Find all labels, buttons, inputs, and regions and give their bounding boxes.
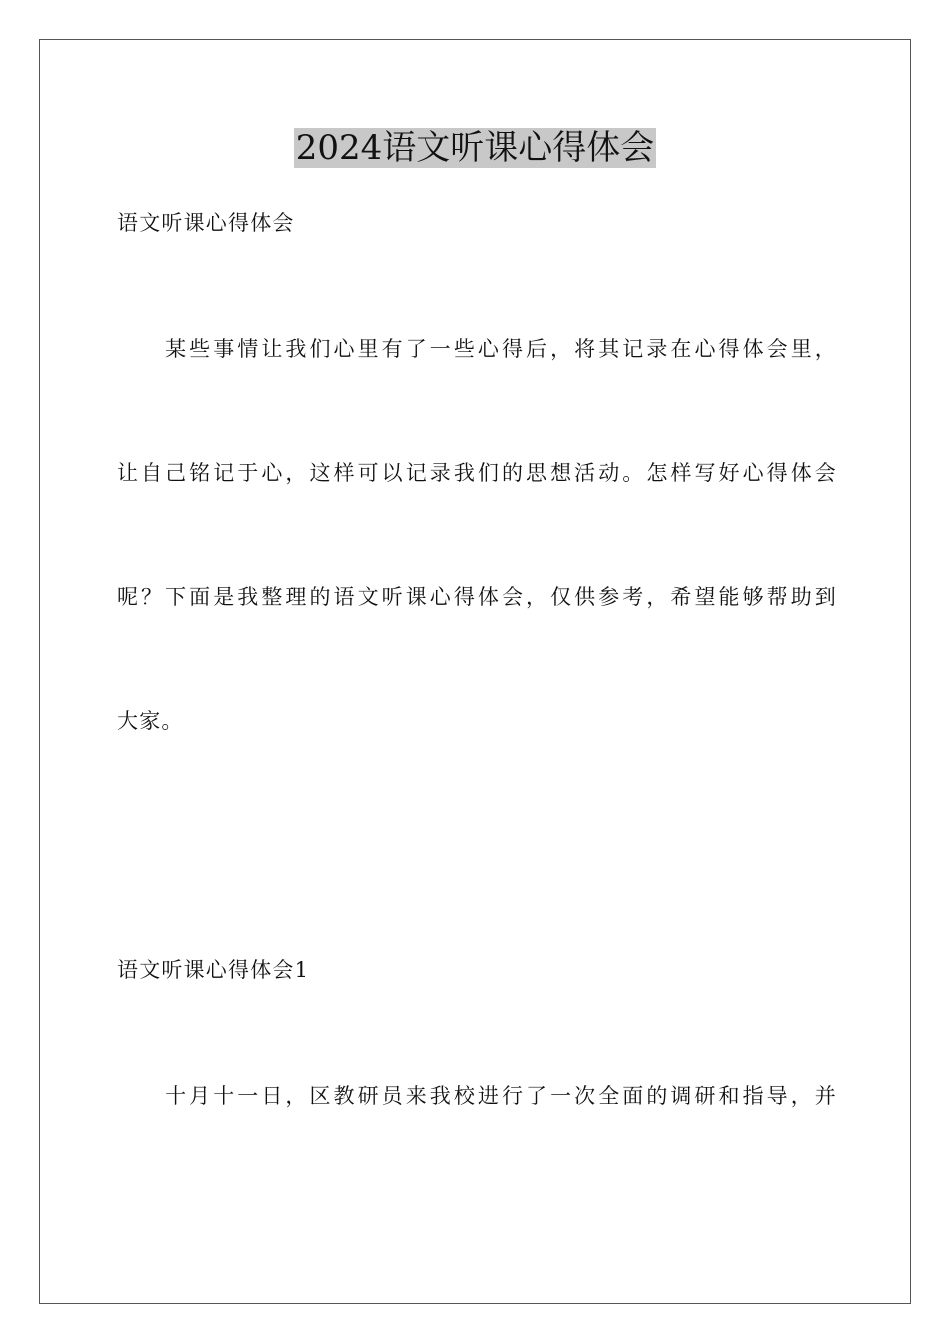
section-heading: 语文听课心得体会1 xyxy=(117,958,310,982)
intro-line-4: 大家。 xyxy=(117,709,184,733)
document-title xyxy=(0,128,950,168)
document-subtitle: 语文听课心得体会 xyxy=(117,211,295,235)
intro-line-3: 呢？下面是我整理的语文听课心得体会，仅供参考，希望能够帮助到 xyxy=(117,585,837,609)
section-line-1: 十月十一日，区教研员来我校进行了一次全面的调研和指导，并 xyxy=(117,1084,837,1108)
intro-line-2: 让自己铭记于心，这样可以记录我们的思想活动。怎样写好心得体会 xyxy=(117,461,837,485)
intro-line-1: 某些事情让我们心里有了一些心得后，将其记录在心得体会里， xyxy=(117,337,837,361)
document-title-text: 2024语文听课心得体会 xyxy=(295,128,655,168)
